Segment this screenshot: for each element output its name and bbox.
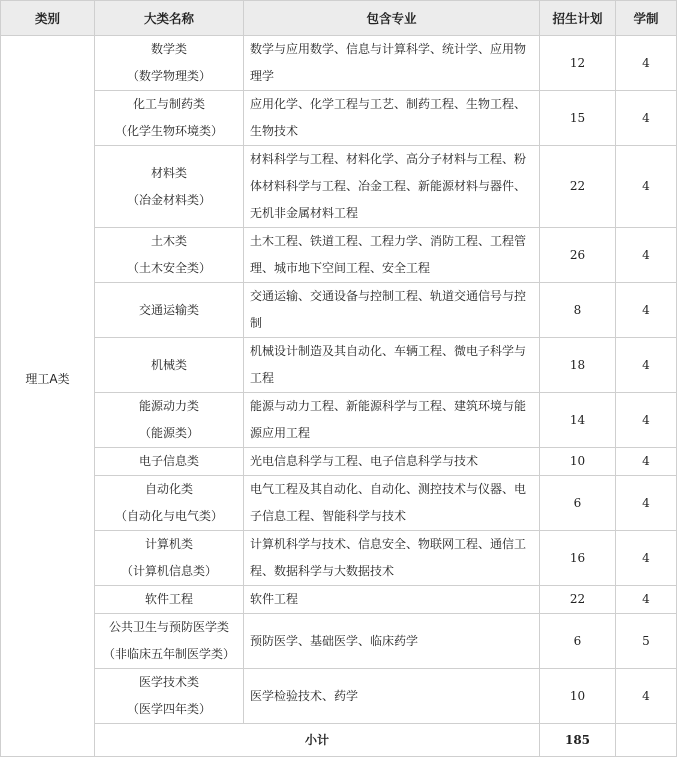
majors-cell: 软件工程 (244, 586, 540, 614)
class-subname: （非临床五年制医学类） (102, 647, 235, 661)
majors-cell: 能源与动力工程、新能源科学与工程、建筑环境与能源应用工程 (244, 393, 540, 448)
table-row (1, 476, 677, 531)
class-subname: （数学物理类） (126, 69, 211, 83)
class-subname: （土木安全类） (126, 261, 211, 275)
duration-cell: 4 (616, 393, 677, 448)
class-name: 土木类 (150, 234, 187, 248)
table-row (1, 91, 677, 146)
subtotal-row (1, 724, 677, 757)
duration-cell: 4 (616, 146, 677, 228)
class-subname: （计算机信息类） (120, 564, 217, 578)
majors-cell: 光电信息科学与工程、电子信息科学与技术 (244, 448, 540, 476)
majors-cell: 机械设计制造及其自动化、车辆工程、微电子科学与工程 (244, 338, 540, 393)
class-name-cell (95, 228, 244, 283)
table-body (1, 36, 677, 757)
plan-cell: 8 (540, 283, 616, 338)
majors-cell: 数学与应用数学、信息与计算科学、统计学、应用物理学 (244, 36, 540, 91)
subtotal-label: 小计 (95, 724, 540, 757)
plan-cell: 10 (540, 669, 616, 724)
header-class-name: 大类名称 (95, 1, 244, 36)
plan-cell: 16 (540, 531, 616, 586)
table-row (1, 669, 677, 724)
class-name: 软件工程 (144, 592, 193, 606)
class-name-cell (95, 531, 244, 586)
class-name: 数学类 (150, 42, 187, 56)
class-name: 电子信息类 (138, 454, 199, 468)
duration-cell: 4 (616, 669, 677, 724)
class-name-cell (95, 476, 244, 531)
header-plan: 招生计划 (540, 1, 616, 36)
table-row (1, 393, 677, 448)
class-name-cell (95, 91, 244, 146)
duration-cell: 4 (616, 448, 677, 476)
class-subname: （自动化与电气类） (114, 509, 223, 523)
class-subname: （能源类） (138, 426, 199, 440)
class-name: 材料类 (150, 165, 187, 180)
duration-cell: 4 (616, 228, 677, 283)
table-row (1, 146, 677, 228)
class-name: 交通运输类 (138, 302, 199, 317)
duration-cell: 4 (616, 586, 677, 614)
class-name-cell (95, 448, 244, 476)
subtotal-value: 185 (540, 724, 616, 757)
majors-cell: 预防医学、基础医学、临床药学 (244, 614, 540, 669)
duration-cell: 5 (616, 614, 677, 669)
majors-cell: 交通运输、交通设备与控制工程、轨道交通信号与控制 (244, 283, 540, 338)
plan-cell: 22 (540, 146, 616, 228)
plan-cell: 10 (540, 448, 616, 476)
majors-cell: 医学检验技术、药学 (244, 669, 540, 724)
duration-cell: 4 (616, 531, 677, 586)
majors-cell: 材料科学与工程、材料化学、高分子材料与工程、粉体材料科学与工程、冶金工程、新能源材料与器件、无机非金属材料工程 (244, 146, 540, 228)
class-name-cell (95, 36, 244, 91)
class-subname: （冶金材料类） (126, 192, 211, 207)
class-name: 能源动力类 (138, 399, 199, 413)
plan-cell: 18 (540, 338, 616, 393)
class-name: 公共卫生与预防医学类 (108, 620, 229, 634)
plan-cell: 26 (540, 228, 616, 283)
duration-cell: 4 (616, 283, 677, 338)
class-name-cell (95, 146, 244, 228)
majors-cell: 应用化学、化学工程与工艺、制药工程、生物工程、生物技术 (244, 91, 540, 146)
table-row (1, 586, 677, 614)
majors-cell: 计算机科学与技术、信息安全、物联网工程、通信工程、数据科学与大数据技术 (244, 531, 540, 586)
class-name-cell (95, 669, 244, 724)
majors-cell: 土木工程、铁道工程、工程力学、消防工程、工程管理、城市地下空间工程、安全工程 (244, 228, 540, 283)
class-name: 化工与制药类 (132, 97, 205, 111)
header-majors: 包含专业 (244, 1, 540, 36)
duration-cell: 4 (616, 91, 677, 146)
class-subname: （医学四年类） (126, 702, 211, 716)
plan-cell: 22 (540, 586, 616, 614)
duration-cell: 4 (616, 36, 677, 91)
plan-cell: 15 (540, 91, 616, 146)
header-category: 类别 (1, 1, 95, 36)
plan-cell: 6 (540, 476, 616, 531)
class-name-cell (95, 338, 244, 393)
category-cell: 理工A类 (1, 36, 95, 757)
plan-cell: 14 (540, 393, 616, 448)
class-name: 计算机类 (144, 537, 193, 551)
class-subname: （化学生物环境类） (114, 124, 223, 138)
class-name-cell (95, 614, 244, 669)
plan-cell: 12 (540, 36, 616, 91)
table-row (1, 283, 677, 338)
duration-cell: 4 (616, 338, 677, 393)
header-duration: 学制 (616, 1, 677, 36)
majors-cell: 电气工程及其自动化、自动化、测控技术与仪器、电子信息工程、智能科学与技术 (244, 476, 540, 531)
table-row (1, 531, 677, 586)
header-row (1, 1, 677, 36)
table-row (1, 448, 677, 476)
class-name: 医学技术类 (138, 675, 199, 689)
subtotal-duration-empty (616, 724, 677, 757)
class-name-cell (95, 586, 244, 614)
table-row (1, 614, 677, 669)
class-name-cell (95, 283, 244, 338)
duration-cell: 4 (616, 476, 677, 531)
plan-cell: 6 (540, 614, 616, 669)
table-row (1, 228, 677, 283)
table-row (1, 338, 677, 393)
table-row (1, 36, 677, 91)
class-name: 自动化类 (144, 482, 193, 496)
class-name: 机械类 (150, 357, 187, 372)
class-name-cell (95, 393, 244, 448)
